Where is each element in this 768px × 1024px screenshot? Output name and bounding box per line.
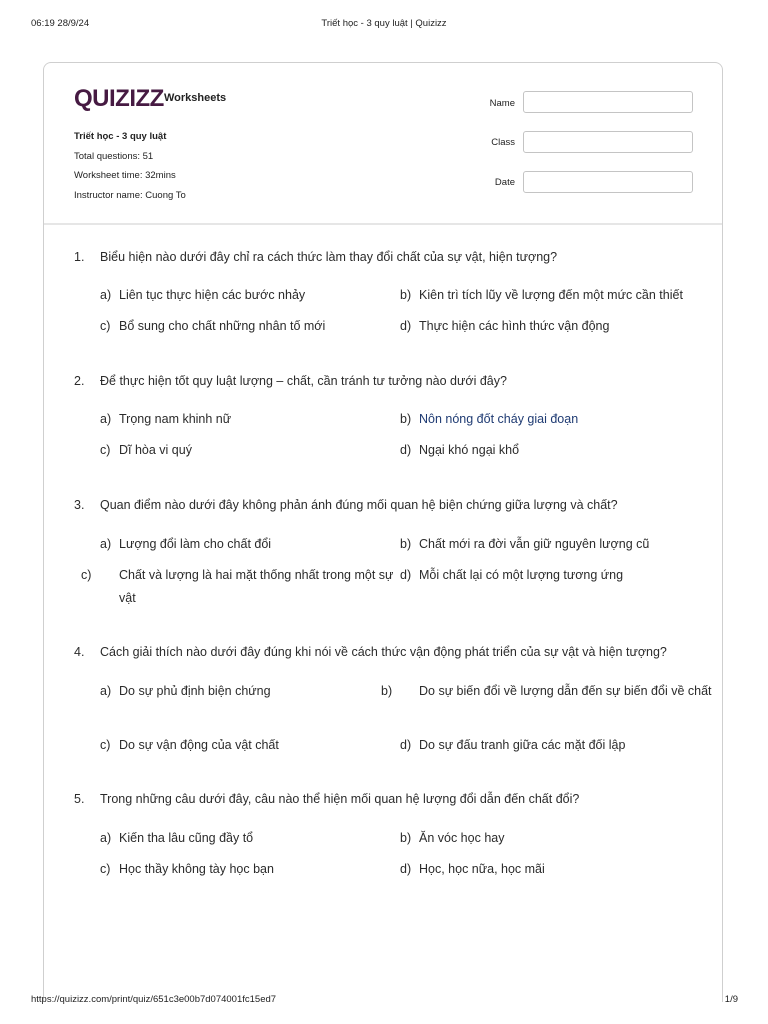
date-field[interactable] xyxy=(523,171,693,193)
date-label: Date xyxy=(494,177,515,188)
class-field[interactable] xyxy=(523,131,693,153)
option-key: b) xyxy=(400,288,412,302)
option-text: Kiến tha lâu cũng đầy tổ xyxy=(119,831,254,845)
question-number: 1. xyxy=(74,250,85,264)
option-b xyxy=(400,408,690,431)
option-text: Trọng nam khinh nữ xyxy=(119,412,232,426)
option-text: Liên tục thực hiện các bước nhảy xyxy=(119,288,306,302)
option-b xyxy=(400,284,700,307)
option-key: d) xyxy=(400,443,412,457)
question-text: Trong những câu dưới đây, câu nào thể hiện mối quan hệ lượng đổi dẫn đến chất đổi? xyxy=(100,792,580,806)
option-key: d) xyxy=(400,319,412,333)
option-key: c) xyxy=(100,319,111,333)
option-text: Do sự vận động của vật chất xyxy=(119,738,279,752)
option-key: b) xyxy=(400,412,412,426)
option-text: Ăn vóc học hay xyxy=(419,831,505,845)
print-datetime: 06:19 28/9/24 xyxy=(31,18,90,29)
option-b xyxy=(400,533,690,556)
question-number: 4. xyxy=(74,645,85,659)
question-number: 3. xyxy=(74,498,85,512)
option-text: Ngại khó ngại khổ xyxy=(419,443,520,457)
total-questions: Total questions: 51 xyxy=(74,150,154,162)
name-label: Name xyxy=(489,98,515,109)
option-text: Mỗi chất lại có một lượng tương ứng xyxy=(419,568,624,582)
question-number: 2. xyxy=(74,374,85,388)
page-number: 1/9 xyxy=(724,994,738,1005)
option-key: d) xyxy=(400,862,412,876)
option-c xyxy=(100,858,390,881)
option-b xyxy=(400,827,690,850)
option-key: a) xyxy=(100,412,112,426)
worksheet-time: Worksheet time: 32mins xyxy=(74,170,176,181)
option-d xyxy=(400,315,690,338)
option-key: c) xyxy=(100,862,111,876)
option-a xyxy=(100,533,390,556)
quizizz-logo: QUIZIZZ xyxy=(74,85,164,112)
option-a xyxy=(100,284,390,307)
option-key: c) xyxy=(81,568,92,582)
option-key: b) xyxy=(400,831,412,845)
option-a xyxy=(100,827,390,850)
option-text: Kiên trì tích lũy về lượng đến một mức cần thiết xyxy=(419,288,683,302)
option-d xyxy=(400,439,690,462)
option-a xyxy=(100,408,390,431)
option-d xyxy=(400,734,690,757)
option-text: Thực hiện các hình thức vận động xyxy=(419,319,610,333)
option-d xyxy=(400,564,690,587)
page-url: https://quizizz.com/print/quiz/651c3e00b7d074001fc15ed7 xyxy=(31,994,277,1005)
option-text: Học, học nữa, học mãi xyxy=(419,862,545,876)
name-field[interactable] xyxy=(523,91,693,113)
question-number: 5. xyxy=(74,792,85,806)
option-key: b) xyxy=(400,537,412,551)
option-text: Học thầy không tày học bạn xyxy=(119,862,274,876)
print-header xyxy=(0,18,768,32)
question-text: Cách giải thích nào dưới đây đúng khi nói về cách thức vận động phát triển của sự vật và hiện tượng? xyxy=(100,645,667,659)
worksheet-card xyxy=(43,62,723,1002)
option-key: c) xyxy=(100,738,111,752)
question-text: Biểu hiện nào dưới đây chỉ ra cách thức làm thay đổi chất của sự vật, hiện tượng? xyxy=(100,250,558,264)
worksheets-label: Worksheets xyxy=(164,92,227,104)
option-key: c) xyxy=(100,443,111,457)
option-d xyxy=(400,858,690,881)
option-text: Chất mới ra đời vẫn giữ nguyên lượng cũ xyxy=(419,537,650,551)
option-text: Nôn nóng đốt cháy giai đoạn xyxy=(419,412,579,426)
option-b xyxy=(381,680,719,703)
option-key: d) xyxy=(400,568,412,582)
option-text: Chất và lượng là hai mặt thống nhất trong một sự vật xyxy=(119,568,394,605)
print-page-title: Triết học - 3 quy luật | Quizizz xyxy=(321,18,447,29)
option-text: Lượng đổi làm cho chất đổi xyxy=(119,537,272,551)
option-text: Do sự đấu tranh giữa các mặt đối lập xyxy=(419,738,626,752)
option-text: Do sự biến đổi về lượng dẫn đến sự biến đổi về chất xyxy=(419,684,712,698)
class-label: Class xyxy=(491,137,515,148)
option-key: a) xyxy=(100,831,112,845)
option-key: b) xyxy=(381,684,393,698)
worksheet-title: Triết học - 3 quy luật xyxy=(74,131,167,142)
option-text: Dĩ hòa vi quý xyxy=(119,443,192,457)
worksheet-meta xyxy=(74,127,186,205)
option-key: d) xyxy=(400,738,412,752)
option-text: Do sự phủ định biện chứng xyxy=(119,684,271,698)
option-c xyxy=(100,315,390,338)
option-c xyxy=(100,734,390,757)
option-key: a) xyxy=(100,537,112,551)
option-key: a) xyxy=(100,684,112,698)
question-text: Quan điểm nào dưới đây không phản ánh đúng mối quan hệ biện chứng giữa lượng và chất? xyxy=(100,498,618,512)
option-a xyxy=(100,680,390,703)
option-key: a) xyxy=(100,288,112,302)
option-c xyxy=(100,439,390,462)
option-c xyxy=(81,564,409,610)
option-text: Bổ sung cho chất những nhân tố mới xyxy=(119,319,326,333)
worksheet-header xyxy=(44,63,722,225)
question-text: Để thực hiện tốt quy luật lượng – chất, cần tránh tư tưởng nào dưới đây? xyxy=(100,374,507,388)
instructor-name: Instructor name: Cuong To xyxy=(74,189,186,201)
